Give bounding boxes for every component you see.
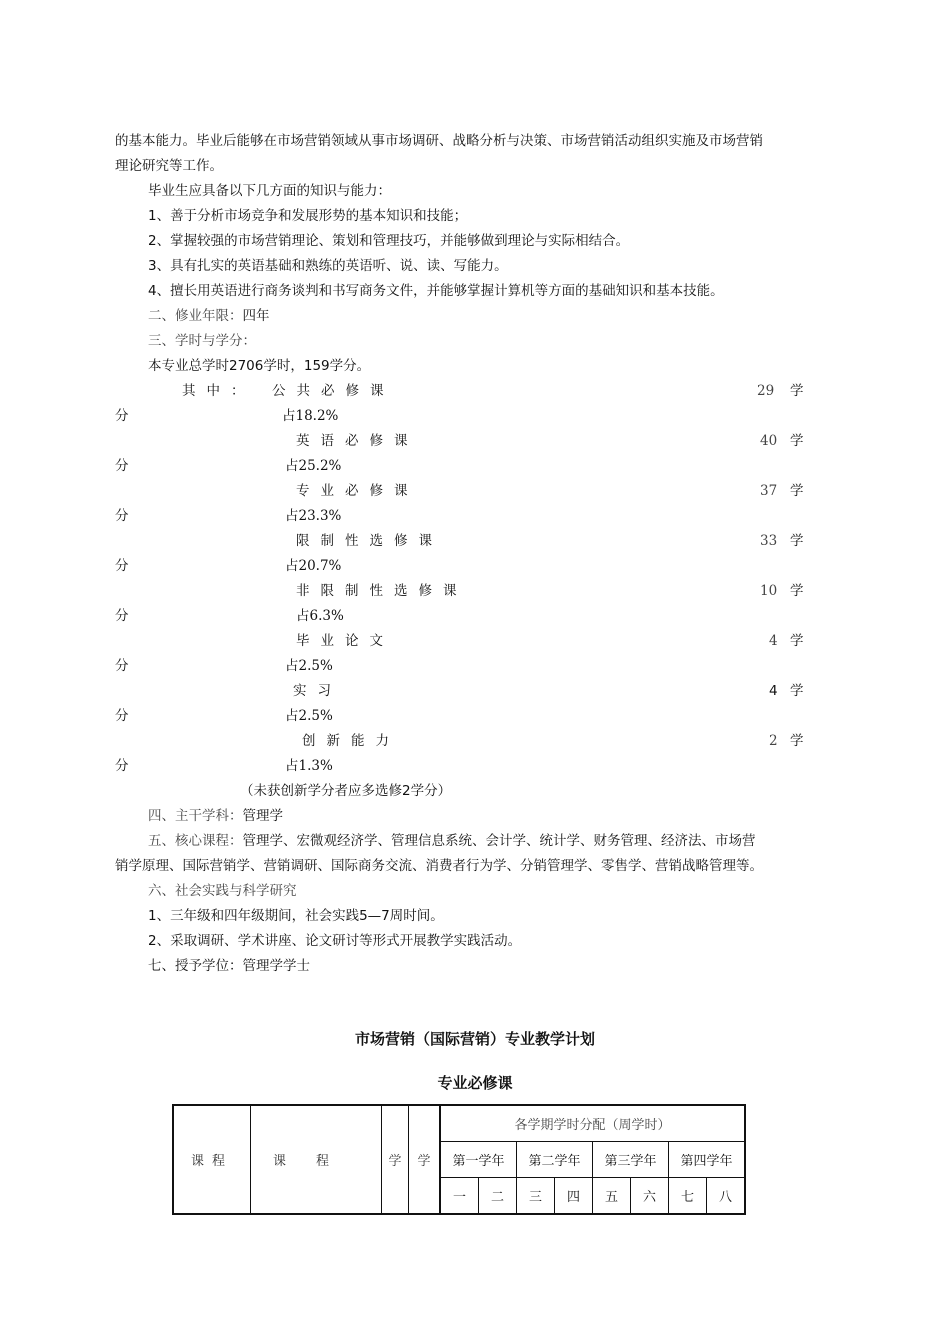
credit-row-unit-tail: 分 [115,458,129,474]
credit-row-name: 公共必修课 [272,383,395,399]
credit-row-pct: 占23.3% [285,508,342,524]
credit-row-unit: 学 [790,533,804,549]
year-4-header: 第四学年 [669,1142,746,1178]
credit-row-name: 实习 [293,683,342,699]
semester-1: 一 [440,1178,479,1215]
credit-row-value: 10 [760,583,778,599]
col-hours: 学 [409,1105,441,1214]
degree-row [148,957,310,975]
semester-2: 二 [479,1178,517,1215]
credit-row-unit-tail: 分 [115,558,129,574]
credit-row-value: 37 [760,483,778,499]
credit-row-name: 毕业论文 [296,633,394,649]
duration-label: 二、修业年限： [148,308,243,324]
credit-row-name: 英语必修课 [296,433,419,449]
semester-3: 三 [517,1178,555,1215]
semester-header: 各学期学时分配（周学时） [440,1105,745,1142]
credit-row-pct: 占20.7% [285,558,342,574]
credits-prefix: 其中： [182,383,256,399]
semester-6: 六 [631,1178,669,1215]
credit-row-value: 33 [760,533,778,549]
degree-label: 七、授予学位： [148,958,243,974]
credit-row-name: 专业必修课 [296,483,419,499]
degree-value: 管理学学士 [242,958,310,974]
core-row [148,832,756,850]
credit-row-unit: 学 [790,633,804,649]
credit-row-pct: 占6.3% [296,608,344,624]
core-line-2: 销学原理、国际营销学、营销调研、国际商务交流、消费者行为学、分销管理学、零售学、营销战略管理等。 [115,858,763,874]
col-course-code: 课程 [173,1105,251,1214]
credit-row-value: 40 [760,433,778,449]
discipline-label: 四、主干学科： [148,808,243,824]
credit-row-unit-tail: 分 [115,408,129,424]
col-credit: 学 [382,1105,409,1214]
ability-item: 1、善于分析市场竞争和发展形势的基本知识和技能； [148,208,468,224]
semester-4: 四 [555,1178,593,1215]
credit-row-unit-tail: 分 [115,608,129,624]
ability-item: 3、具有扎实的英语基础和熟练的英语听、说、读、写能力。 [148,258,508,274]
credit-row-value: 29 [757,383,775,399]
credit-row-unit-tail: 分 [115,708,129,724]
discipline-value: 管理学 [242,808,283,824]
credit-row-unit-tail: 分 [115,658,129,674]
credit-row-unit: 学 [790,383,804,399]
credit-row-pct: 占25.2% [285,458,342,474]
col-course-name: 课程 [251,1105,382,1214]
credit-row-unit: 学 [790,683,804,699]
credit-row-unit: 学 [790,483,804,499]
credit-row-value: 2 [769,733,778,749]
credit-row-pct: 占18.2% [282,408,339,424]
plan-subtitle: 专业必修课 [437,1074,513,1092]
core-line-1: 管理学、宏微观经济学、管理信息系统、会计学、统计学、财务管理、经济法、市场营 [242,833,756,849]
credit-row-unit: 学 [790,583,804,599]
intro-line-2: 理论研究等工作。 [115,158,223,174]
credit-row-pct: 占2.5% [285,708,333,724]
credit-row-name: 创新能力 [302,733,400,749]
ability-item: 2、掌握较强的市场营销理论、策划和管理技巧，并能够做到理论与实际相结合。 [148,233,630,249]
credit-row-value: 4 [769,633,778,649]
discipline-row [148,807,283,825]
duration-row [148,307,270,325]
credits-note: （未获创新学分者应多选修2学分） [240,783,452,799]
credit-row-unit: 学 [790,733,804,749]
practice-item: 1、三年级和四年级期间，社会实践5—7周时间。 [148,908,444,924]
credit-row-value: 4 [769,683,778,699]
plan-title: 市场营销（国际营销）专业教学计划 [354,1030,595,1048]
ability-item: 4、擅长用英语进行商务谈判和书写商务文件，并能够掌握计算机等方面的基础知识和基本技能。 [148,283,724,299]
duration-value: 四年 [242,308,270,324]
plan-table [172,1104,746,1215]
year-1-header: 第一学年 [440,1142,517,1178]
semester-8: 八 [707,1178,746,1215]
credit-row-unit: 学 [790,433,804,449]
credit-row-pct: 占2.5% [285,658,333,674]
credit-row-name: 非限制性选修课 [296,583,468,599]
practice-item: 2、采取调研、学术讲座、论文研讨等形式开展教学实践活动。 [148,933,522,949]
credits-total: 本专业总学时2706学时，159学分。 [148,358,371,374]
credits-heading: 三、学时与学分： [148,333,256,349]
credit-row-pct: 占1.3% [285,758,333,774]
semester-7: 七 [669,1178,707,1215]
abilities-heading: 毕业生应具备以下几方面的知识与能力： [148,183,391,199]
intro-line-1: 的基本能力。毕业后能够在市场营销领域从事市场调研、战略分析与决策、市场营销活动组织实施及市场营销 [115,133,763,149]
year-3-header: 第三学年 [593,1142,669,1178]
practice-heading: 六、社会实践与科学研究 [148,883,297,899]
year-2-header: 第二学年 [517,1142,593,1178]
credit-row-unit-tail: 分 [115,758,129,774]
credit-row-unit-tail: 分 [115,508,129,524]
core-label: 五、核心课程： [148,833,243,849]
credit-row-name: 限制性选修课 [296,533,443,549]
semester-5: 五 [593,1178,631,1215]
